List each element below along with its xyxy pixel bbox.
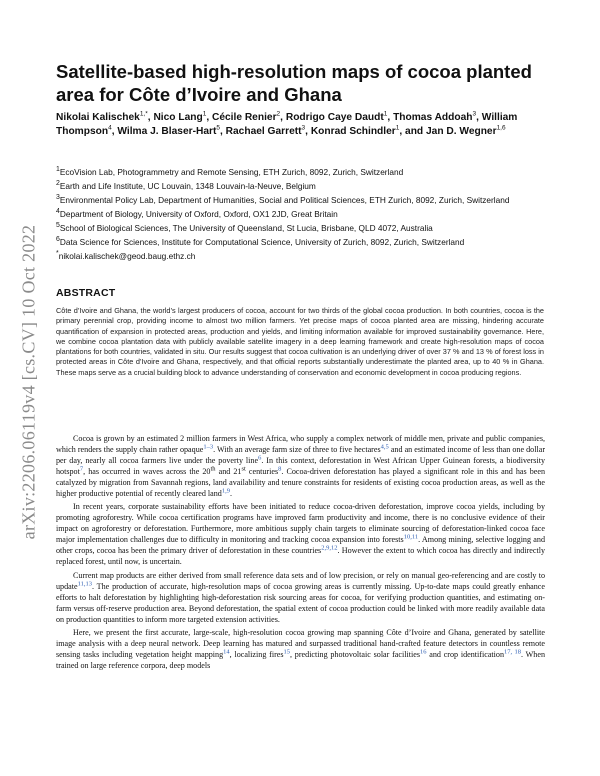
affiliation-text: nikolai.kalischek@geod.baug.ethz.ch — [58, 251, 196, 262]
author-name: William Thompson — [56, 112, 518, 137]
citation-link[interactable]: 10,11 — [403, 533, 419, 541]
affiliation-mark: 3 — [56, 194, 60, 202]
body-paragraph: Here, we present the first accurate, large-scale, high-resolution cocoa growing map spanning Côte d’Ivoire and Ghana, generated by satellite image analysis with a deep neural network. Deep learning has matured and surpassed traditional hand-crafted feature detectors in countless remote sensing tasks including vegetation height mapping$^{14}$, localizing fires$^{15}$, predicting photovoltaic solar facilities$^{16}$ and crop identification$^{17, 18}$. When trained on large reference corpora, deep models — [56, 628, 545, 671]
abstract-heading: ABSTRACT — [56, 287, 116, 299]
citation-link[interactable]: 11,13 — [77, 580, 92, 588]
author-affiliation-mark: 1 — [202, 110, 207, 118]
author-affiliation-mark: 1 — [383, 110, 388, 118]
affiliation-mark: 6 — [56, 236, 60, 244]
author-name: Nikolai Kalischek — [56, 112, 140, 123]
author-name: Rachael Garrett — [225, 126, 302, 137]
citation-link[interactable]: 15 — [283, 648, 291, 656]
affiliation-item — [56, 220, 561, 234]
ordinal-suffix: th — [210, 465, 216, 473]
affiliation-text: Department of Biology, University of Oxford, Oxford, OX1 2JD, Great Britain — [59, 208, 338, 219]
author-affiliation-mark: 1,6 — [496, 124, 506, 132]
body-text — [56, 434, 545, 675]
body-paragraph: Cocoa is grown by an estimated 2 million farmers in West Africa, who supply a complex network of middle men, private and public companies, which renders the supply chain rather opaque$^{1-3}$. With an average farm size of three to five hectares$^{4,5}$ and an estimated income of less than one dollar per day, nearly all cocoa farmers live under the poverty line$^6$. In this context, deforestation in West African Upper Guinean forests, a biodiversity hotspot$^7$, has occurred in waves across the 20th and 21st centuries$^8$. Cocoa-driven deforestation has played a significant role in this and has been catalyzed by migration from Savannah regions, land availability and tenure constraints for residents of existing cocoa production areas, as well as the higher productive potential of recently cleared land$^{1,9}$. — [56, 434, 546, 498]
citation-link[interactable]: 14 — [223, 648, 230, 656]
affiliation-text: Earth and Life Institute, UC Louvain, 1348 Louvain-la-Neuve, Belgium — [59, 180, 316, 191]
affiliation-text: School of Biological Sciences, The University of Queensland, St Lucia, Brisbane, QLD 4072, Australia — [59, 223, 433, 234]
citation-link[interactable]: 4,5 — [380, 443, 389, 451]
citation-link[interactable]: 1,9 — [221, 486, 230, 494]
arxiv-identifier — [14, 196, 44, 568]
author-affiliation-mark: 4 — [108, 124, 112, 132]
affiliation-item — [56, 178, 561, 192]
affiliation-item — [56, 234, 561, 248]
citation-link[interactable]: 7 — [79, 465, 84, 473]
citation-link[interactable]: 1–3 — [203, 443, 214, 451]
author-name: Cécile Renier — [211, 112, 277, 123]
author-affiliation-mark: 1,* — [139, 110, 148, 118]
affiliation-text: Data Science for Sciences, Institute for Computational Science, University of Zurich, 8092, Zurich, Switzerland — [59, 237, 465, 248]
affiliation-mark: 2 — [56, 180, 60, 188]
citation-link[interactable]: 2,9,12 — [321, 544, 338, 552]
author-affiliation-mark: 3 — [472, 110, 477, 118]
affiliation-mark: 1 — [56, 166, 60, 173]
ordinal-suffix: st — [241, 465, 246, 473]
author-affiliation-mark: 1 — [395, 124, 400, 132]
author-affiliation-mark: 5 — [216, 124, 220, 132]
affiliation-text: Environmental Policy Lab, Department of Humanities, Social and Political Sciences, ETH Zurich, 8092, Zurich, Switzerland — [59, 194, 510, 205]
affiliation-mark: * — [56, 250, 59, 258]
author-name: Rodrigo Caye Daudt — [285, 112, 384, 123]
affiliation-item — [56, 206, 561, 220]
citation-link[interactable]: 6 — [258, 454, 262, 462]
affiliation-item — [56, 192, 561, 206]
author-name: Thomas Addoah — [393, 112, 473, 123]
affiliation-mark: 5 — [56, 222, 60, 230]
affiliation-item — [56, 248, 561, 262]
paper-title: Satellite-based high-resolution maps of cocoa planted area for Côte d’Ivoire and Ghana — [56, 61, 532, 105]
citation-link[interactable]: 17, 18 — [504, 648, 522, 656]
citation-link[interactable]: 8 — [278, 465, 282, 473]
arxiv-identifier-text: arXiv:2206.06119v4 [cs.CV] 10 Oct 2022 — [18, 224, 39, 540]
author-name: Konrad Schindler — [310, 126, 396, 137]
author-list: Nikolai Kalischek$^{1,*}$, Nico Lang$^1$, Cécile Renier$^2$, Rodrigo Caye Daudt$^1$, Thomas Addoah$^3$, William Thompson$^4$, Wilma J. Blaser-Hart$^5$, Rachael Garrett$^3$, Konrad Schindler$^1$, and Jan D. Wegner$^{1,6}$ — [56, 110, 518, 137]
affiliation-mark: 4 — [56, 208, 60, 216]
author-affiliation-mark: 2 — [276, 110, 281, 118]
author-affiliation-mark: 3 — [301, 124, 306, 132]
abstract-text: Côte d’Ivoire and Ghana, the world’s largest producers of cocoa, account for two thirds of the global cocoa production. In both countries, cocoa is the primary perennial crop, providing income to almost two million farmers. Yet precise maps of cocoa planted area are missing, hindering accurate quantification of expansion in protected areas, production and yields, and limiting information available for improved sustainability governance. Here, we combine cocoa plantation data with publicly available satellite imagery in a deep learning framework and create high-resolution maps of cocoa plantations for both countries, validated in situ. Our results suggest that cocoa cultivation is an underlying driver of over 37 % and 13 % of forest loss in protected areas in Côte d’Ivoire and Ghana, respectively, and that official reports substantially underestimate the planted area, up to 40 % in Ghana. These maps serve as a crucial building block to advance understanding of conservation and economic development in cocoa producing regions. — [56, 306, 544, 377]
affiliation-text: EcoVision Lab, Photogrammetry and Remote Sensing, ETH Zurich, 8092, Zurich, Switzerland — [59, 166, 404, 177]
citation-link[interactable]: 16 — [419, 648, 427, 656]
author-name: Wilma J. Blaser-Hart — [117, 126, 217, 137]
author-name: Nico Lang — [153, 112, 203, 123]
body-paragraph: In recent years, corporate sustainability efforts have been initiated to reduce cocoa-driven deforestation, improve cocoa yields, including by promoting agroforestry. While cocoa certification programs have improved farm productivity and income, there is no conclusive evidence of their impact on agroforestry or deforestation. Furthermore, more ambitious supply chain targets to eliminate sourcing of deforestation-linked cocoa face major implementation challenges due to difficulty in monitoring and tracking cocoa expansion into forests$^{10,11}$. Among mining, selective logging and other crops, cocoa has been the primary driver of deforestation in these countries$^{2,9,12}$. However the extent to which cocoa has directly and indirectly replaced forest, until now, is uncertain. — [56, 502, 546, 566]
author-name: Jan D. Wegner — [425, 126, 497, 137]
body-paragraph: Current map products are either derived from small reference data sets and of low precision, or rely on manual geo-referencing and are costly to update$^{11,13}$. The production of accurate, high-resolution maps of cocoa growing areas is currently missing. Up-to-date maps could greatly enhance efforts to halt deforestation by highlighting high-deforestation risk sourcing areas for cocoa, for verifying production quantities, and estimating on-farm versus off-reserve production area. Beyond deforestation, the spatial extent of cocoa production could be linked with more readily available data on production quantities to inform more targeted extension activities. — [56, 570, 545, 624]
affiliation-item — [56, 164, 561, 178]
affiliation-list — [56, 164, 561, 262]
